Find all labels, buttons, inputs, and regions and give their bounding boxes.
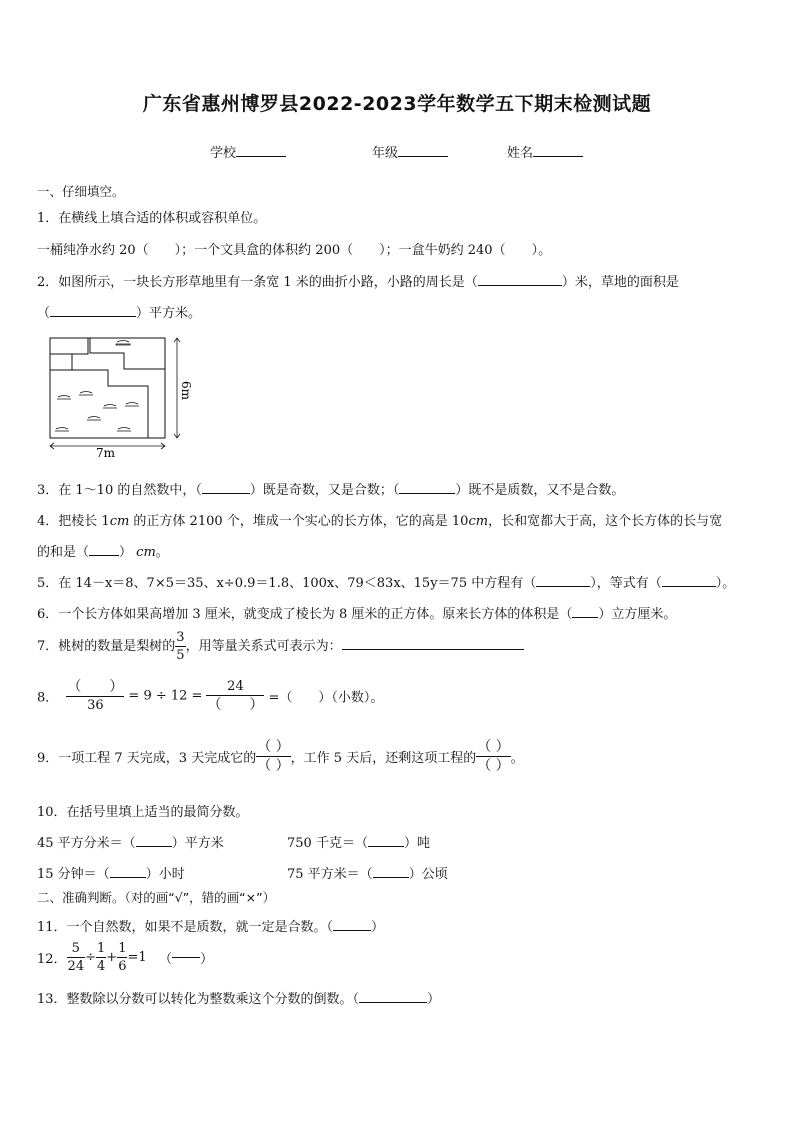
q2-line-2	[37, 302, 201, 321]
q10-r1a: 45 平方分米＝（	[37, 836, 136, 851]
q9-text-a: 9．一项工程 7 天完成，3 天完成它的	[37, 751, 257, 766]
q4-text-d: 的和是（	[37, 545, 90, 560]
section-1-heading: 一、仔细填空。	[37, 184, 125, 199]
q1-line: 一桶纯净水约 20（ ）；一个文具盒的体积约 200（ ）；一盒牛奶约 240（ ）。	[37, 243, 552, 258]
path-edge-upper-1	[50, 338, 88, 354]
q10-r2b2: ）公顷	[408, 867, 448, 882]
q8-fraction-2	[206, 680, 264, 712]
q12-paren-close: ）	[200, 952, 214, 967]
school-label: 学校	[210, 146, 237, 161]
q7-blank[interactable]	[342, 649, 524, 650]
q4-text-b: 的正方体 2100 个，堆成一个实心的长方体，它的高是 10	[129, 514, 469, 529]
q7-denominator: 5	[176, 648, 185, 663]
width-label: 7m	[96, 446, 116, 460]
q10-stem: 10．在括号里填上适当的最简分数。	[37, 805, 249, 820]
name-field[interactable]	[507, 142, 583, 161]
q6-text-b: ）立方厘米。	[598, 607, 677, 622]
q11-text-b: ）	[371, 920, 385, 935]
q9-fraction-2[interactable]: $\frac{( )}{( )}$	[477, 739, 510, 774]
q5-text-a: 5．在 14－x＝8、7×5＝35、x÷0.9＝1.8、100x、79＜83x、15y＝75 中方程有（	[37, 576, 537, 591]
q1-stem: 1．在横线上填合适的体积或容积单位。	[37, 211, 267, 226]
q8-denominator-1: 36	[87, 698, 104, 713]
q10-r2b: 75 平方米＝（	[287, 867, 373, 882]
q4-unit-3: cm	[136, 545, 156, 560]
q2-blank-perimeter[interactable]	[478, 285, 562, 286]
q10-blank-1[interactable]	[136, 846, 172, 847]
q3-line	[37, 479, 624, 498]
height-label: 6m	[179, 381, 193, 401]
q6-text-a: 6．一个长方体如果高增加 3 厘米，就变成了棱长为 8 厘米的正方体。原来长方体的体积是（	[37, 607, 573, 622]
page-title: 广东省惠州博罗县2022-2023学年数学五下期末检测试题	[142, 93, 652, 115]
q4-text-e: ）	[119, 545, 133, 560]
path-edge-lower-2	[72, 370, 148, 438]
grade-field[interactable]	[372, 142, 448, 161]
q12-fraction-3: $\frac{1}{6}$	[118, 941, 127, 974]
q12-equals: =1	[127, 950, 147, 965]
q4-unit-1: cm	[109, 514, 130, 529]
q10-blank-4[interactable]	[373, 877, 409, 878]
q12-div-sign: ÷	[85, 950, 96, 965]
q4-blank[interactable]	[89, 555, 119, 556]
q8-end: =（ ）（小数）。	[268, 690, 384, 706]
q12-line	[37, 942, 213, 973]
q6-line	[37, 603, 676, 622]
section-2-heading: 二、准确判断。（对的画“√”，错的画“×”）	[37, 890, 276, 905]
q5-line	[37, 572, 735, 591]
q13-text-a: 13．整数除以分数可以转化为整数乘这个分数的倒数。（	[37, 992, 360, 1007]
q13-line	[37, 988, 440, 1007]
q9-fraction-1[interactable]: $\frac{( )}{( )}$	[257, 739, 290, 774]
q10-r1b2: ）吨	[403, 836, 430, 851]
q12-label: 12．	[37, 952, 67, 967]
q11-blank[interactable]	[333, 930, 371, 931]
q4-text-a: 4．把棱长 1	[37, 514, 110, 529]
q12-fraction-2: $\frac{1}{4}$	[97, 941, 106, 974]
q8-blank-denominator[interactable]: （ ）	[207, 697, 264, 713]
grade-label: 年级	[372, 146, 399, 161]
q10-r1a2: ）平方米	[171, 836, 224, 851]
q8-middle: = 9 ÷ 12 =	[128, 688, 203, 704]
q13-text-b: ）	[427, 992, 441, 1007]
q11-line	[37, 916, 384, 935]
q4-line-2	[37, 541, 169, 560]
q4-text-f: 。	[155, 545, 169, 560]
q8-label: 8．	[37, 690, 59, 706]
q9-line	[37, 740, 524, 773]
q7-text-b: ，用等量关系式可表示为：	[185, 639, 342, 654]
path-edge-lower-1	[50, 354, 72, 370]
q10-r2a: 15 分钟＝（	[37, 867, 110, 882]
q12-blank[interactable]	[172, 957, 200, 958]
q8-numerator-2: 24	[227, 679, 244, 694]
q8-line	[37, 680, 383, 712]
q4-text-c: ，长和宽都大于高，这个长方体的长与宽	[488, 514, 723, 529]
q5-text-b: ），等式有（	[590, 576, 662, 591]
q10-r2a2: ）小时	[145, 867, 185, 882]
q7-line	[37, 631, 524, 662]
q9-text-b: ，工作 5 天后，还剩这项工程的	[290, 751, 477, 766]
q5-blank-equalities[interactable]	[662, 586, 716, 587]
path-edge-upper-2	[90, 338, 165, 369]
q9-text-c: 。	[510, 751, 524, 766]
q10-blank-2[interactable]	[368, 846, 404, 847]
q10-row-2b	[287, 863, 448, 882]
q10-row-1a	[37, 832, 224, 851]
q12-plus-sign: +	[106, 950, 118, 965]
q5-blank-equations[interactable]	[536, 586, 590, 587]
q2-line-1	[37, 271, 679, 290]
q7-numerator: 3	[176, 630, 185, 645]
q4-line-1	[37, 510, 722, 529]
q5-text-c: ）。	[715, 576, 736, 591]
q7-fraction	[175, 631, 185, 662]
q10-row-1b	[287, 832, 430, 851]
school-field[interactable]	[210, 142, 286, 161]
name-label: 姓名	[507, 146, 534, 161]
q3-text-b: ）既是奇数，又是合数；（	[249, 483, 400, 498]
q2-text-a: 2．如图所示，一块长方形草地里有一条宽 1 米的曲折小路，小路的周长是（	[37, 275, 478, 290]
q12-fraction-1: $\frac{5}{24}$	[67, 941, 85, 974]
q2-text-c-open: （	[37, 306, 51, 321]
q8-blank-numerator[interactable]: （ ）	[67, 679, 124, 695]
q3-blank-2[interactable]	[399, 493, 455, 494]
q4-unit-2: cm	[468, 514, 489, 529]
q10-blank-3[interactable]	[110, 877, 146, 878]
q2-figure	[44, 334, 194, 464]
q7-text-a: 7．桃树的数量是梨树的	[37, 639, 176, 654]
q8-fraction-1	[66, 680, 124, 712]
q3-text-a: 3．在 1～10 的自然数中，（	[37, 483, 202, 498]
q2-text-b: ）米，草地的面积是	[561, 275, 679, 290]
q6-blank[interactable]	[572, 617, 598, 618]
student-info	[0, 142, 794, 161]
q3-blank-1[interactable]	[202, 493, 250, 494]
q2-blank-area[interactable]	[50, 316, 136, 317]
q13-blank[interactable]	[359, 1002, 427, 1003]
q3-text-c: ）既不是质数，又不是合数。	[455, 483, 625, 498]
q12-paren-open: （	[159, 952, 173, 967]
q11-text-a: 11．一个自然数，如果不是质数，就一定是合数。（	[37, 920, 334, 935]
q2-text-c-close: ）平方米。	[136, 306, 202, 321]
q10-row-2a	[37, 863, 185, 882]
q10-r1b: 750 千克＝（	[287, 836, 368, 851]
